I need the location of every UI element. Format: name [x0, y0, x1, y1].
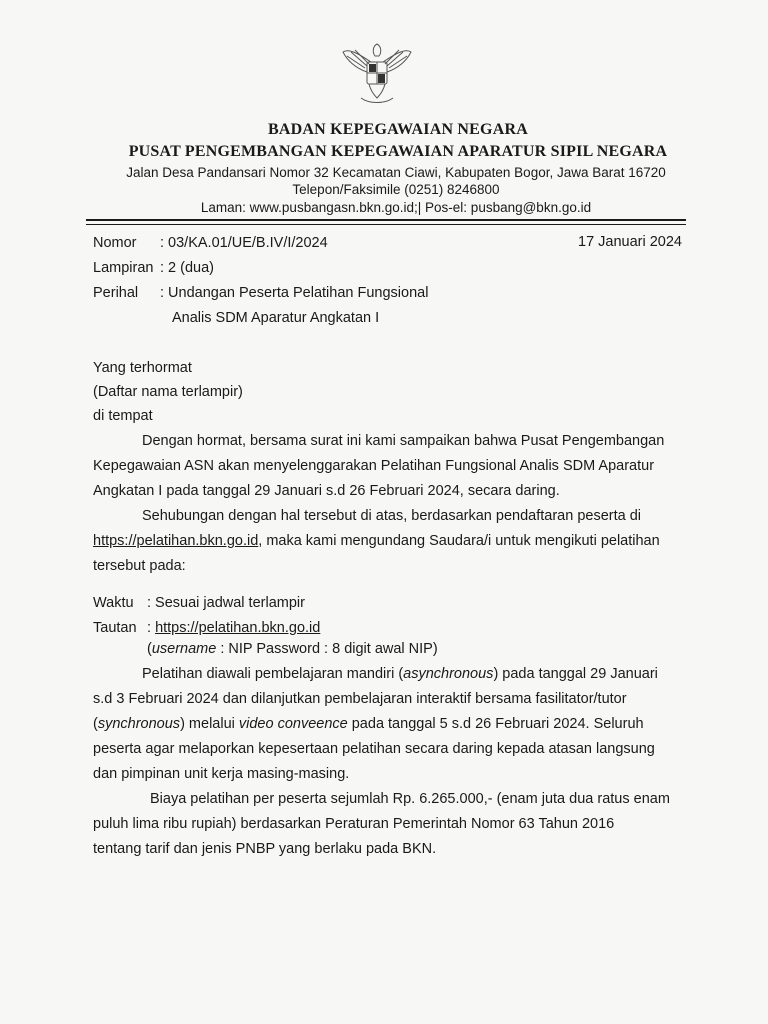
waktu-value: : Sesuai jadwal terlampir [147, 595, 305, 611]
p3-line3-open: ( [93, 716, 98, 732]
p3-line4: peserta agar melaporkan kepesertaan pelatihan secara daring kepada atasan langsung [93, 741, 655, 757]
recipient-line2: (Daftar nama terlampir) [93, 384, 243, 400]
header-divider-thick [86, 219, 686, 221]
p3-line3 [93, 715, 644, 733]
p4-line3: tentang tarif dan jenis PNBP yang berlaku pada BKN. [93, 841, 437, 857]
p2-line2 [93, 532, 660, 550]
org-web-email: Laman: www.pusbangasn.bkn.go.id;| Pos-el: pusbang@bkn.go.id [200, 200, 592, 215]
waktu-label: Waktu [93, 595, 134, 611]
p3-line3-rest: pada tanggal 5 s.d 26 Februari 2024. Seluruh [347, 716, 644, 732]
p1-line1: Dengan hormat, bersama surat ini kami sampaikan bahwa Pusat Pengembangan [142, 433, 665, 449]
tautan-value [147, 619, 320, 637]
p1-line2: Kepegawaian ASN akan menyelenggarakan Pelatihan Fungsional Analis SDM Aparatur [93, 458, 655, 474]
p3-sync: synchronous [97, 716, 181, 732]
p3-line2: s.d 3 Februari 2024 dan dilanjutkan pembelajaran interaktif bersama fasilitator/tutor [93, 691, 627, 707]
training-link[interactable]: https://pelatihan.bkn.go.id [155, 620, 321, 636]
p1-line3: Angkatan I pada tanggal 29 Januari s.d 26 Februari 2024, secara daring. [93, 483, 560, 499]
cred-open: ( [147, 641, 152, 657]
p3-video: video conveence [238, 716, 348, 732]
tautan-label: Tautan [93, 620, 137, 636]
org-phone: Telepon/Faksimile (0251) 8246800 [292, 182, 500, 197]
p3-line3-mid: ) melalui [180, 716, 239, 732]
p3-line1 [142, 665, 658, 683]
header-divider-thin [86, 224, 686, 225]
perihal-value-line2: Analis SDM Aparatur Angkatan I [172, 310, 380, 326]
p2-line3: tersebut pada: [93, 558, 186, 574]
p4-line1: Biaya pelatihan per peserta sejumlah Rp. 6.265.000,- (enam juta dua ratus enam [150, 791, 670, 807]
p3-async: asynchronous [403, 666, 494, 682]
cred-rest: : NIP Password : 8 digit awal NIP) [216, 641, 438, 657]
cred-username: username [151, 641, 217, 657]
p3-line5: dan pimpinan unit kerja masing-masing. [93, 766, 350, 782]
recipient-line1: Yang terhormat [93, 360, 192, 376]
perihal-value-line1: : Undangan Peserta Pelatihan Fungsional [160, 285, 429, 301]
org-name-secondary: PUSAT PENGEMBANGAN KEPEGAWAIAN APARATUR SIPIL NEGARA [128, 143, 668, 160]
nomor-label: Nomor [93, 235, 137, 251]
nomor-value: : 03/KA.01/UE/B.IV/I/2024 [160, 235, 328, 251]
registration-link[interactable]: https://pelatihan.bkn.go.id [93, 533, 259, 549]
p2-line2-rest: , maka kami mengundang Saudara/i untuk mengikuti pelatihan [258, 533, 660, 549]
perihal-label: Perihal [93, 285, 139, 301]
recipient-line3: di tempat [93, 408, 153, 424]
tautan-colon: : [147, 620, 156, 636]
org-address: Jalan Desa Pandansari Nomor 32 Kecamatan Ciawi, Kabupaten Bogor, Jawa Barat 16720 [126, 165, 666, 180]
lampiran-label: Lampiran [93, 260, 154, 276]
letter-date: 17 Januari 2024 [578, 234, 682, 250]
p4-line2: puluh lima ribu rupiah) berdasarkan Peraturan Pemerintah Nomor 63 Tahun 2016 [93, 816, 615, 832]
credentials-note [147, 640, 438, 658]
org-name-primary: BADAN KEPEGAWAIAN NEGARA [268, 121, 528, 138]
lampiran-value: : 2 (dua) [160, 260, 214, 276]
p2-line1: Sehubungan dengan hal tersebut di atas, berdasarkan pendaftaran peserta di [142, 508, 642, 524]
garuda-emblem-icon [337, 38, 417, 110]
p3-line1-b: ) pada tanggal 29 Januari [493, 666, 658, 682]
p3-line1-a: Pelatihan diawali pembelajaran mandiri ( [142, 666, 404, 682]
